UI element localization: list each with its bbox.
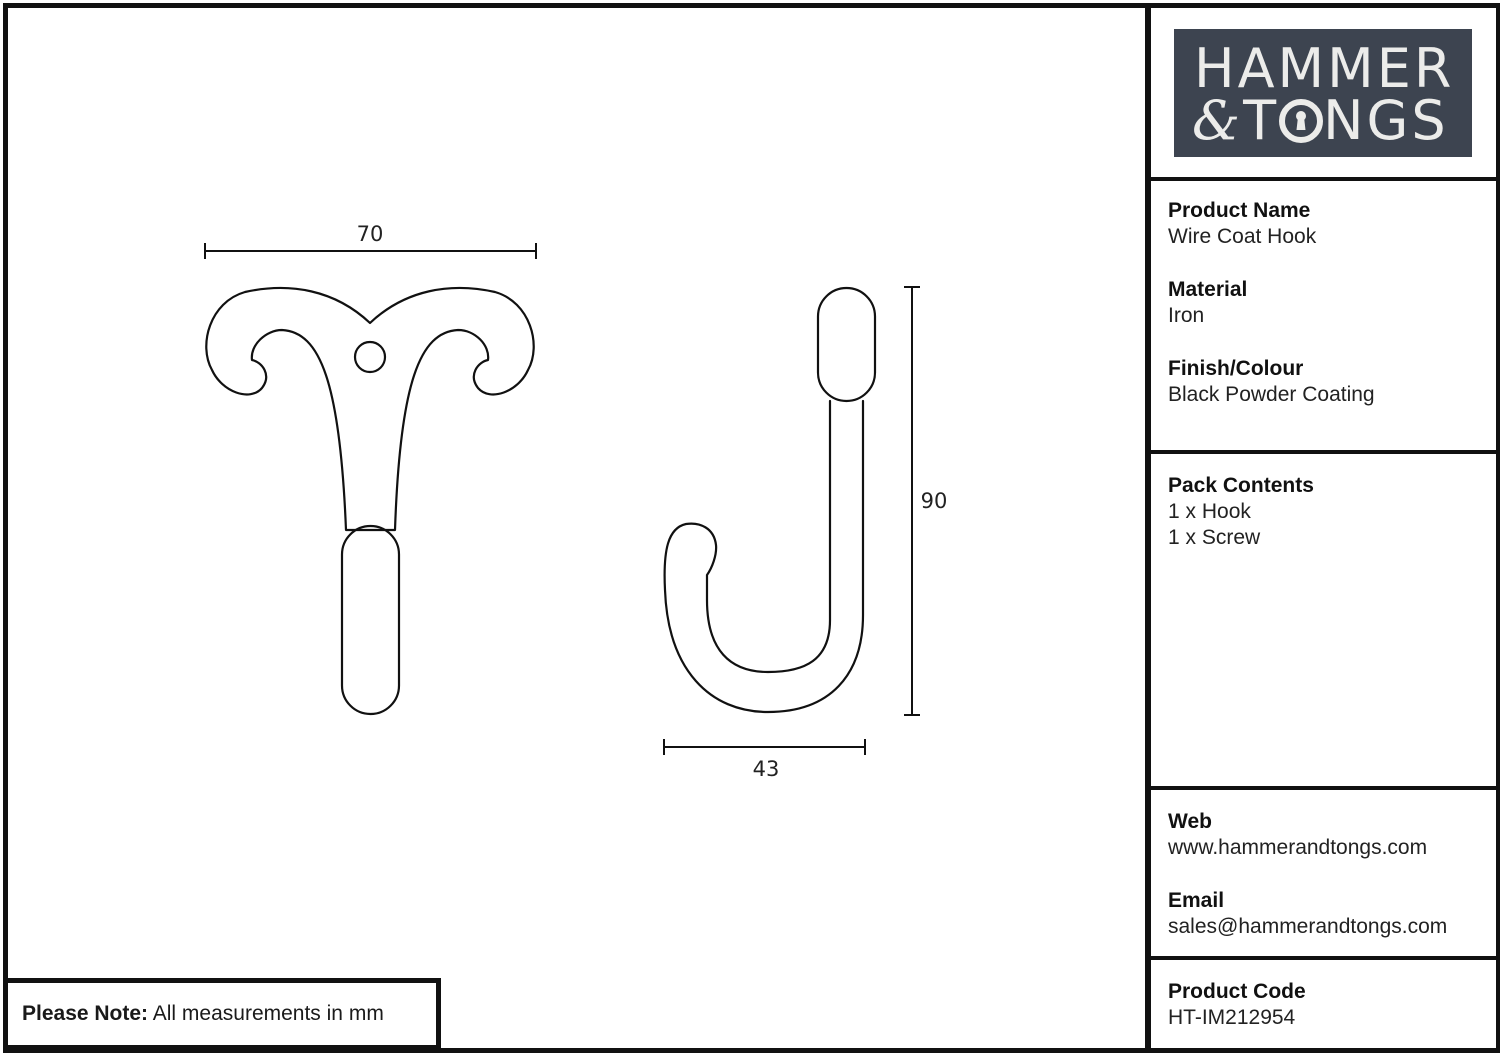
pack-contents-label: Pack Contents (1168, 474, 1314, 497)
note-text: All measurements in mm (152, 1002, 384, 1025)
material-label: Material (1168, 278, 1248, 301)
finish-section (1168, 356, 1375, 408)
material-section (1168, 277, 1247, 329)
product-name-label: Product Name (1168, 199, 1311, 222)
finish-value: Black Powder Coating (1168, 383, 1375, 406)
keyhole-icon (1279, 95, 1323, 139)
finish-label: Finish/Colour (1168, 357, 1304, 380)
web-label: Web (1168, 810, 1212, 833)
product-name-value: Wire Coat Hook (1168, 225, 1317, 248)
divider-line (1148, 450, 1500, 454)
logo-letters-ngs: NGS (1323, 89, 1449, 152)
pack-contents-section (1168, 473, 1314, 551)
pack-item: 1 x Hook (1168, 500, 1251, 523)
web-link[interactable]: www.hammerandtongs.com (1168, 836, 1428, 859)
hook-side-view (665, 288, 875, 712)
logo-line2 (1192, 91, 1449, 151)
email-section (1168, 888, 1447, 940)
logo-letter-t: T (1243, 89, 1280, 152)
depth-dimension (664, 739, 865, 755)
email-label: Email (1168, 889, 1225, 912)
brand-logo (1174, 29, 1472, 157)
pack-item: 1 x Screw (1168, 526, 1261, 549)
height-dimension (904, 287, 920, 715)
logo-ampersand: & (1192, 89, 1244, 152)
product-code-section (1168, 979, 1306, 1031)
web-section (1168, 809, 1427, 861)
product-name-section (1168, 198, 1316, 250)
width-dimension-label: 70 (356, 222, 384, 246)
product-code-label: Product Code (1168, 980, 1306, 1003)
hook-front-view (206, 288, 533, 714)
product-code-value: HT-IM212954 (1168, 1006, 1296, 1029)
height-dimension-label: 90 (920, 489, 948, 513)
measurement-note (3, 978, 441, 1050)
divider-line (1148, 956, 1500, 960)
panel-divider (1145, 3, 1151, 1052)
material-value: Iron (1168, 304, 1205, 327)
note-label: Please Note: (22, 1002, 149, 1025)
logo-line1: HAMMER (1194, 37, 1455, 100)
divider-line (1148, 177, 1500, 181)
depth-dimension-label: 43 (752, 757, 780, 781)
divider-line (1148, 786, 1500, 790)
email-link[interactable]: sales@hammerandtongs.com (1168, 915, 1448, 938)
